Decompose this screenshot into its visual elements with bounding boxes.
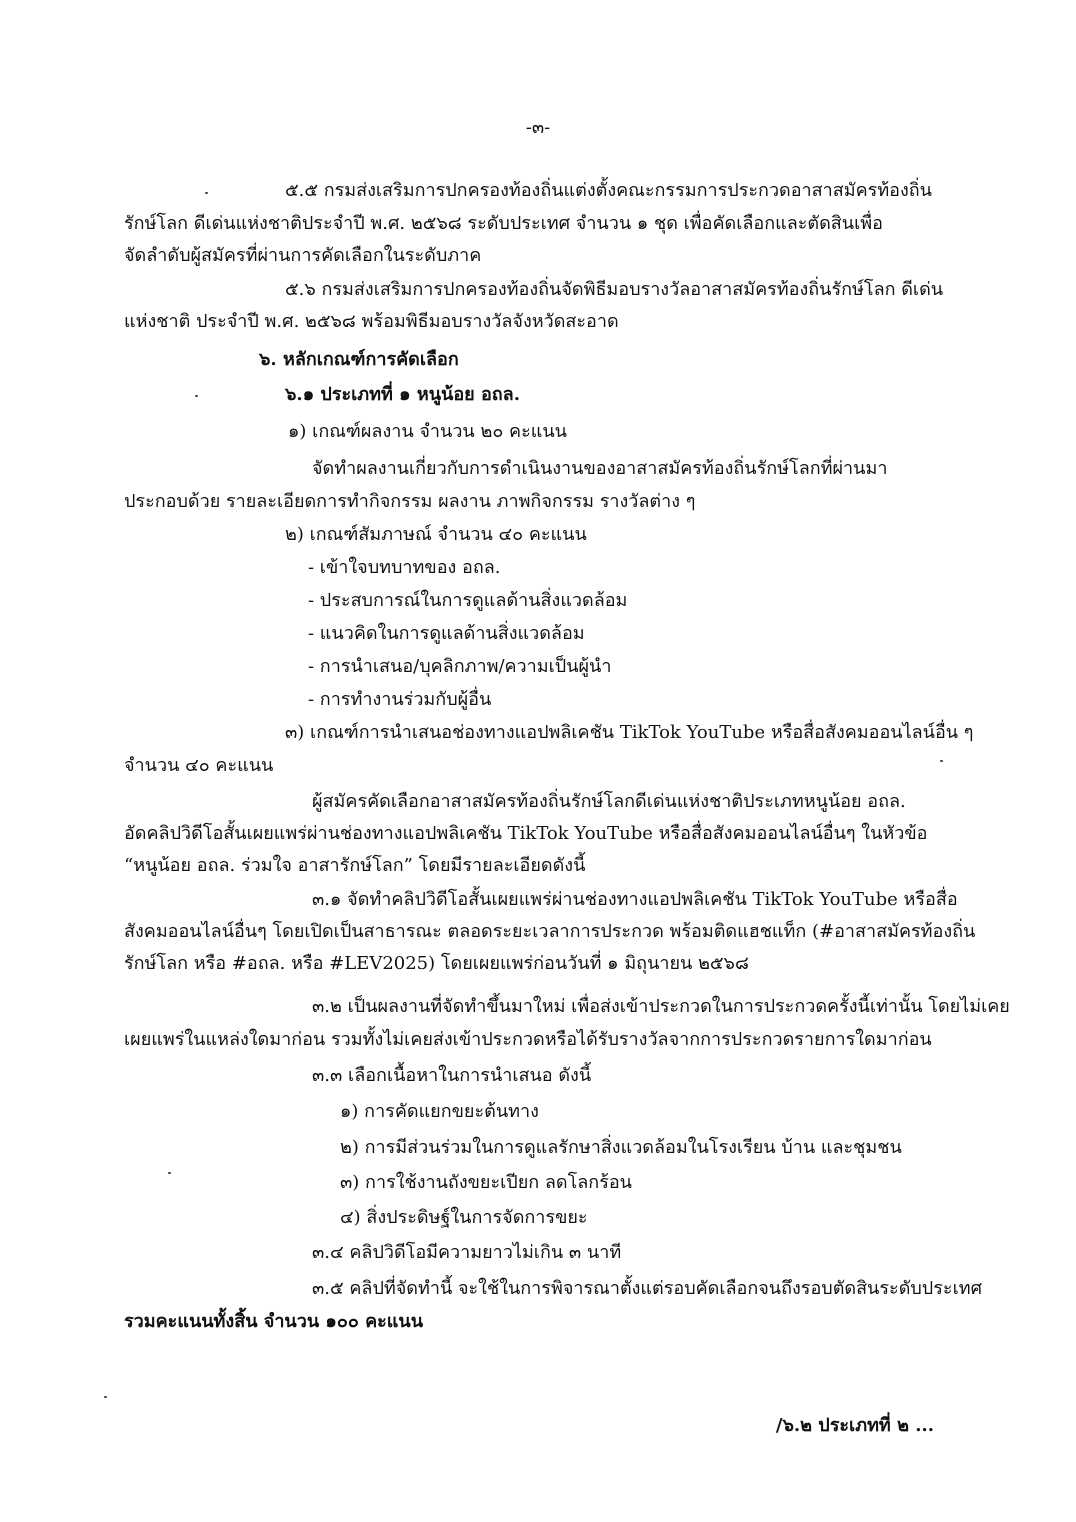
list-item: ๑) การคัดแยกขยะต้นทาง [340,1101,539,1122]
text-line: เผยแพร่ในแหล่งใดมาก่อน รวมทั้งไม่เคยส่งเข้าประกวดหรือได้รับรางวัลจากการประกวดรายการใดมาก่อน [124,1029,932,1050]
scan-speck [168,1172,171,1174]
text-line: ผู้สมัครคัดเลือกอาสาสมัครท้องถิ่นรักษ์โลกดีเด่นแห่งชาติประเภทหนูน้อย อถล. [312,791,906,812]
list-item: ๓) การใช้งานถังขยะเปียก ลดโลกร้อน [340,1172,632,1193]
scan-speck [205,192,208,194]
text-line: ๒) เกณฑ์สัมภาษณ์ จำนวน ๔๐ คะแนน [285,524,587,545]
list-item: ๒) การมีส่วนร่วมในการดูแลรักษาสิ่งแวดล้อมในโรงเรียน บ้าน และชุมชน [340,1137,902,1158]
list-item: - การนำเสนอ/บุคลิกภาพ/ความเป็นผู้นำ [308,656,612,677]
text-line: ๕.๕ กรมส่งเสริมการปกครองท้องถิ่นแต่งตั้งคณะกรรมการประกวดอาสาสมัครท้องถิ่น [285,180,932,201]
text-line: สังคมออนไลน์อื่นๆ โดยเปิดเป็นสาธารณะ ตลอดระยะเวลาการประกวด พร้อมติดแฮชแท็ก (#อาสาสมัครท้องถิ่น [124,921,976,942]
page-number: -๓- [525,117,551,138]
text-line: ๓.๑ จัดทำคลิปวิดีโอสั้นเผยแพร่ผ่านช่องทางแอปพลิเคชัน TikTok YouTube หรือสื่อ [312,889,958,910]
text-line: แห่งชาติ ประจำปี พ.ศ. ๒๕๖๘ พร้อมพิธีมอบรางวัลจังหวัดสะอาด [124,311,619,332]
text-line: อัดคลิปวิดีโอสั้นเผยแพร่ผ่านช่องทางแอปพลิเคชัน TikTok YouTube หรือสื่อสังคมออนไลน์อื่นๆ ในหัวข้อ [124,823,928,844]
section-heading: ๖. หลักเกณฑ์การคัดเลือก [259,349,459,370]
subsection-heading: ๖.๑ ประเภทที่ ๑ หนูน้อย อถล. [285,384,520,405]
text-line: ๓.๒ เป็นผลงานที่จัดทำขึ้นมาใหม่ เพื่อส่งเข้าประกวดในการประกวดครั้งนี้เท่านั้น โดยไม่เคย [312,996,1010,1017]
total-score-line: รวมคะแนนทั้งสิ้น จำนวน ๑๐๐ คะแนน [124,1311,423,1332]
text-line: ประกอบด้วย รายละเอียดการทำกิจกรรม ผลงาน ภาพกิจกรรม รางวัลต่าง ๆ [124,491,696,512]
text-line: ๓.๕ คลิปที่จัดทำนี้ จะใช้ในการพิจารณาตั้งแต่รอบคัดเลือกจนถึงรอบตัดสินระดับประเทศ [312,1278,983,1299]
scan-speck [195,395,198,397]
list-item: - การทำงานร่วมกับผู้อื่น [308,689,492,710]
list-item: - ประสบการณ์ในการดูแลด้านสิ่งแวดล้อม [308,590,628,611]
list-item: - เข้าใจบทบาทของ อถล. [308,557,501,578]
text-line: ๓) เกณฑ์การนำเสนอช่องทางแอปพลิเคชัน TikTok YouTube หรือสื่อสังคมออนไลน์อื่น ๆ [285,722,974,743]
list-item: ๔) สิ่งประดิษฐ์ในการจัดการขยะ [340,1207,588,1228]
text-line: จำนวน ๔๐ คะแนน [124,755,274,776]
list-item: - แนวคิดในการดูแลด้านสิ่งแวดล้อม [308,623,585,644]
text-line: “หนูน้อย อถล. ร่วมใจ อาสารักษ์โลก” โดยมีรายละเอียดดังนี้ [124,855,586,876]
text-line: ๕.๖ กรมส่งเสริมการปกครองท้องถิ่นจัดพิธีมอบรางวัลอาสาสมัครท้องถิ่นรักษ์โลก ดีเด่น [285,279,944,300]
scan-speck [104,1396,107,1398]
text-line: จัดทำผลงานเกี่ยวกับการดำเนินงานของอาสาสมัครท้องถิ่นรักษ์โลกที่ผ่านมา [312,458,888,479]
continuation-note: /๖.๒ ประเภทที่ ๒ ... [775,1415,934,1436]
text-line: จัดลำดับผู้สมัครที่ผ่านการคัดเลือกในระดับภาค [124,245,482,266]
text-line: ๑) เกณฑ์ผลงาน จำนวน ๒๐ คะแนน [288,421,567,442]
text-line: ๓.๔ คลิปวิดีโอมีความยาวไม่เกิน ๓ นาที [312,1242,622,1263]
text-line: รักษ์โลก หรือ #อถล. หรือ #LEV2025) โดยเผยแพร่ก่อนวันที่ ๑ มิถุนายน ๒๕๖๘ [124,953,749,974]
scan-speck [940,760,943,762]
text-line: รักษ์โลก ดีเด่นแห่งชาติประจำปี พ.ศ. ๒๕๖๘ ระดับประเทศ จำนวน ๑ ชุด เพื่อคัดเลือกและตัดสินเพื่อ [124,213,883,234]
text-line: ๓.๓ เลือกเนื้อหาในการนำเสนอ ดังนี้ [312,1065,592,1086]
